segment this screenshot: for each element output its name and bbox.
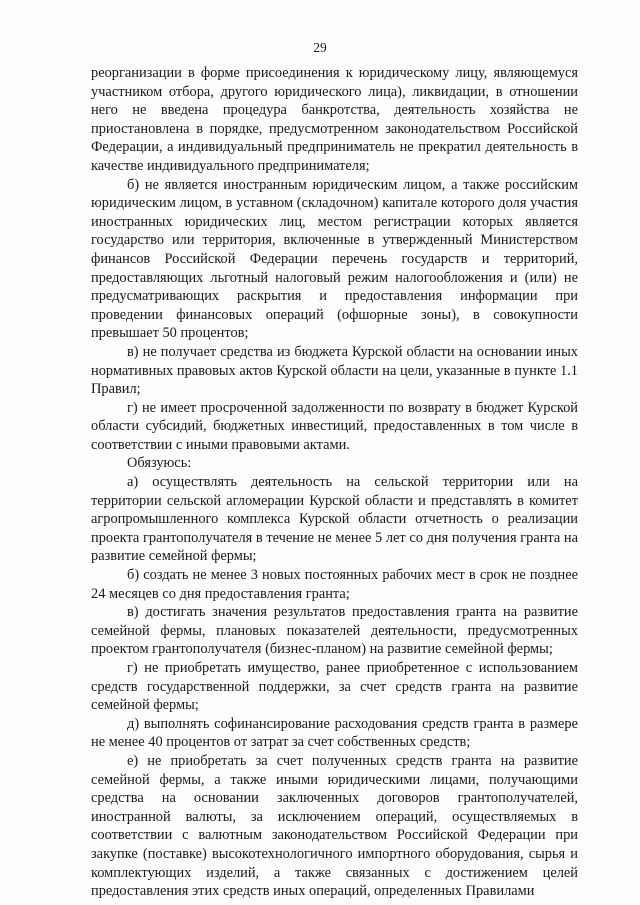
page-number: 29: [313, 40, 327, 55]
paragraph-reorganization-continued: реорганизации в форме присоединения к юридическому лицу, являющемуся участником отбора, другого юридического лица), ликвидации, в отношении него не введена процедура банкротства, деятельность хозяйства не приостановлена в порядке, предусмотренном законодательством Российской Федерации, а индивидуальный предприниматель не прекратил деятельность в качестве индивидуального предпринимателя;: [91, 65, 578, 174]
paragraph-g-no-prior-property: г) не приобретать имущество, ранее приобретенное с использованием средств государственной поддержки, за счет средств гранта на развитие семейной фермы;: [91, 660, 578, 714]
paragraph-b-foreign-entity: б) не является иностранным юридическим лицом, а также российским юридическим лицом, в уставном (складочном) капитале которого доля участия иностранных юридических лиц, местом регистрации которых является государство или территория, включенные в утвержденный Министерством финансов Российской Федерации перечень государств и территорий, предоставляющих льготный налоговый режим налогообложения и (или) не предусматривающих раскрытия и предоставления информации при проведении финансовых операций (офшорные зоны), в совокупности превышает 50 процентов;: [91, 176, 578, 342]
paragraph-v-budget-funds: в) не получает средства из бюджета Курской области на основании иных нормативных правовых актов Курской области на цели, указанные в пункте 1.1 Правил;: [91, 343, 578, 398]
paragraph-obligations-heading: Обязуюсь:: [127, 455, 192, 472]
paragraph-v-achieve-results: в) достигать значения результатов предоставления гранта на развитие семейной фермы, плановых показателей деятельности, предусмотренных проектом грантополучателя (бизнес-планом) на развитие семейной фермы;: [91, 604, 578, 658]
paragraph-e-no-foreign-currency: е) не приобретать за счет полученных средств гранта на развитие семейной фермы, а также иными юридическими лицами, получающими средства на основании заключенных договоров грантополучателей, иностранной валюты, за исключением операций, осуществляемых в соответствии с валютным законодательством Российской Федерации при закупке (поставке) высокотехнологичного импортного оборудования, сырья и комплектующих изделий, а также связанных с достижением целей предоставления этих средств иных операций, определенных Правилами: [91, 752, 578, 900]
paragraph-a-rural-activity: а) осуществлять деятельность на сельской территории или на территории сельской агломерации Курской области и представлять в комитет агропромышленного комплекса Курской области отчетность о реализации проекта грантополучателя в течение не менее 5 лет со дня получения гранта на развитие семейной фермы;: [91, 474, 578, 565]
paragraph-b-create-jobs: б) создать не менее 3 новых постоянных рабочих мест в срок не позднее 24 месяцев со дня предоставления гранта;: [91, 567, 578, 602]
document-body: [91, 64, 578, 901]
paragraph-d-cofinancing: д) выполнять софинансирование расходования средств гранта в размере не менее 40 процентов от затрат за счет собственных средств;: [91, 715, 578, 751]
paragraph-g-no-overdue-debt: г) не имеет просроченной задолженности по возврату в бюджет Курской области субсидий, бюджетных инвестиций, предоставленных в том числе в соответствии с иными правовыми актами.: [91, 399, 578, 453]
